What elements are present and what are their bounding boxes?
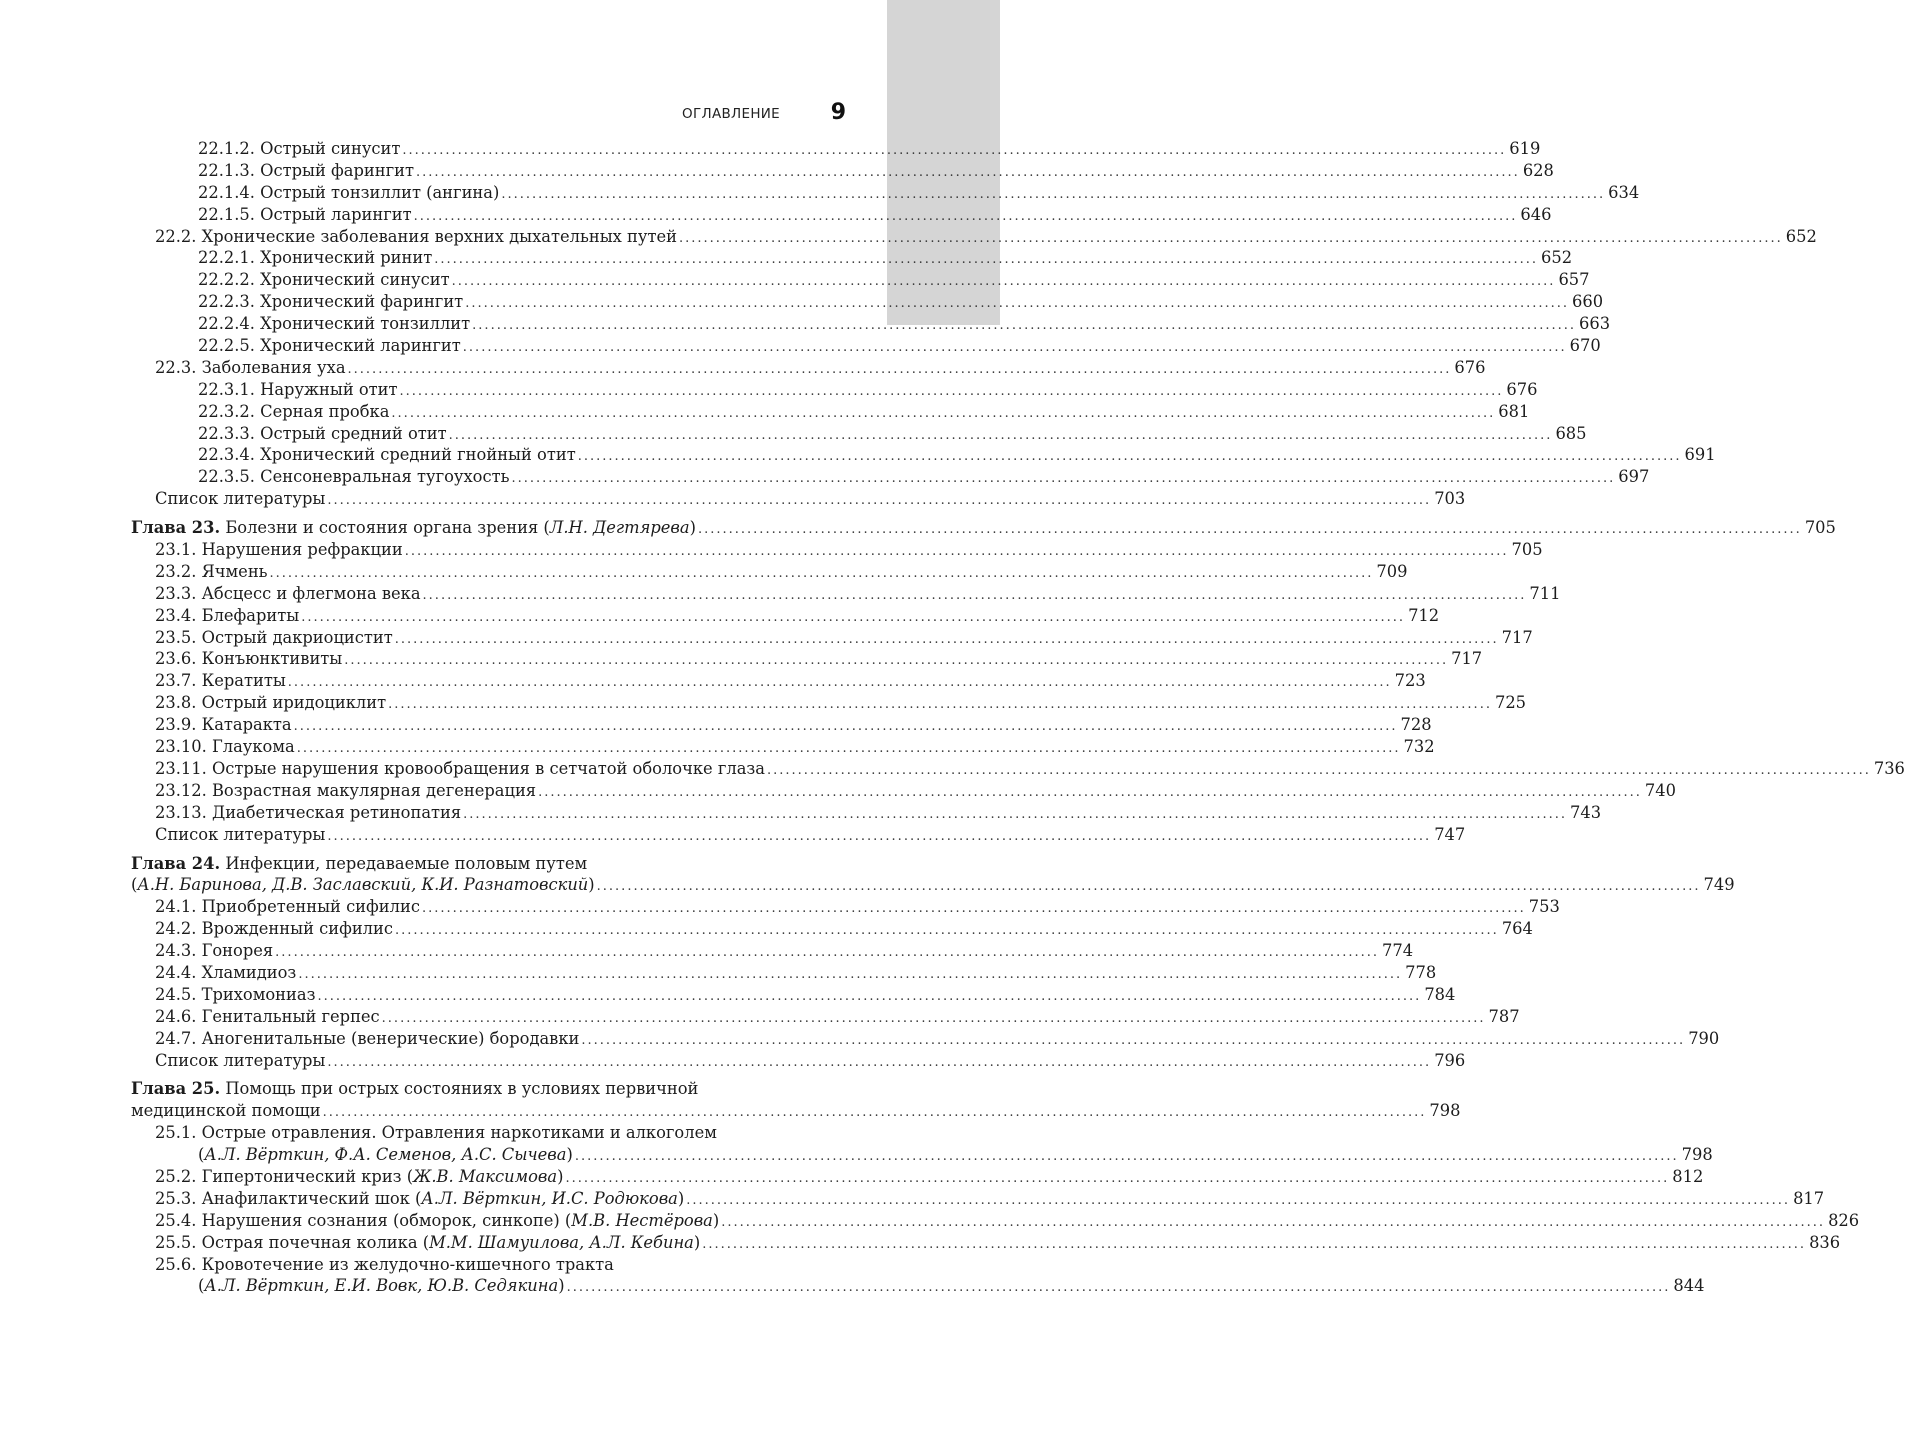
toc-entry[interactable] <box>131 291 1604 313</box>
dot-leader <box>395 920 1499 942</box>
toc-entry-page: 778 <box>1405 962 1437 982</box>
toc-entry-text: 25.2. Гипертонический криз ( <box>155 1166 414 1186</box>
toc-entry-title <box>155 824 325 846</box>
toc-entry-text: 23.12. Возрастная макулярная дегенерация <box>155 780 537 800</box>
toc-entry-title <box>198 160 414 182</box>
toc-entry-text: 22.1.2. Острый синусит <box>198 139 401 158</box>
toc-entry[interactable] <box>131 1100 1461 1122</box>
toc-entry-title <box>155 896 420 918</box>
toc-entry-text-end: ) <box>566 1145 573 1165</box>
toc-entry-title <box>155 627 393 649</box>
toc-entry-text-end: ) <box>677 1188 685 1208</box>
toc-entry-authors: А.Л. Вёрткин, Е.И. Вовк, Ю.В. Седякина <box>204 1276 559 1296</box>
toc-entry-title <box>198 466 509 488</box>
toc-entry[interactable] <box>131 627 1533 649</box>
toc-entry-page: 774 <box>1382 941 1414 961</box>
toc-entry-text-end: ) <box>693 1232 701 1252</box>
toc-entry-title <box>155 780 536 802</box>
toc-entry[interactable] <box>131 1275 1705 1297</box>
toc-entry-page: 691 <box>1684 445 1716 465</box>
toc-entry-title <box>198 401 389 423</box>
toc-entry-text: 22.2.4. Хронический тонзиллит <box>198 314 471 334</box>
dot-leader <box>382 1008 1486 1030</box>
chapter-label: Глава 23. <box>131 518 221 538</box>
toc-entry-title <box>155 962 296 984</box>
toc-entry-title <box>155 648 342 670</box>
toc-entry-text: 24.6. Генитальный герпес <box>155 1006 380 1026</box>
dot-leader <box>567 1277 1671 1299</box>
toc-entry-page: 798 <box>1681 1145 1713 1165</box>
dot-leader <box>400 381 1504 403</box>
toc-entry[interactable] <box>131 714 1432 736</box>
toc-entry-title <box>155 1050 325 1072</box>
toc-entry[interactable] <box>131 984 1456 1006</box>
toc-entry[interactable] <box>131 357 1486 379</box>
toc-entry-page: 836 <box>1809 1232 1841 1252</box>
toc-entry-title <box>198 1275 565 1297</box>
toc-entry[interactable] <box>131 940 1414 962</box>
toc-entry-title <box>198 291 463 313</box>
toc-entry[interactable] <box>131 488 1466 510</box>
toc-entry-title <box>198 138 400 160</box>
dot-leader <box>463 337 1567 359</box>
toc-entry[interactable] <box>131 583 1561 605</box>
dot-leader <box>597 876 1701 898</box>
toc-entry-title <box>155 692 386 714</box>
toc-entry-text: 22.2.2. Хронический синусит <box>198 270 450 290</box>
toc-entry-title <box>155 539 403 561</box>
dot-leader <box>298 964 1402 986</box>
toc-entry-page: 798 <box>1429 1101 1461 1121</box>
dot-leader <box>686 1190 1790 1212</box>
toc-entry-text: 24.3. Гонорея <box>155 941 274 961</box>
toc-entry-title <box>131 517 696 539</box>
dot-leader <box>578 446 1682 468</box>
page-number: 9 <box>830 100 846 125</box>
toc-entry-page: 619 <box>1509 139 1541 158</box>
toc-entry-title <box>198 313 470 335</box>
toc-entry-page: 657 <box>1558 270 1590 290</box>
dot-leader <box>575 1146 1679 1168</box>
toc-entry-title <box>131 874 595 896</box>
toc-entry-title <box>155 1006 380 1028</box>
toc-entry-page: 749 <box>1703 875 1735 895</box>
toc-entry-text: 22.2.5. Хронический ларингит <box>198 336 461 356</box>
toc-entry-page: 740 <box>1644 780 1676 800</box>
dot-leader <box>698 519 1802 541</box>
toc-entry-title <box>198 379 398 401</box>
toc-entry-text: 23.8. Острый иридоциклит <box>155 693 387 713</box>
toc-entry-page: 784 <box>1424 984 1456 1004</box>
dot-leader <box>323 1102 1427 1124</box>
dot-leader <box>416 162 1520 184</box>
toc-entry-text: 24.5. Трихомониаз <box>155 984 316 1004</box>
toc-entry-page: 652 <box>1541 248 1573 268</box>
toc-entry-title <box>155 561 268 583</box>
dot-leader <box>501 184 1605 206</box>
toc-entry[interactable] <box>131 962 1437 984</box>
dot-leader <box>767 760 1871 782</box>
toc-entry-title <box>155 488 325 510</box>
toc-entry-text: Список литературы <box>155 489 326 509</box>
chapter-label: Глава 25. <box>131 1079 221 1099</box>
toc-entry-title <box>155 1210 719 1232</box>
toc-entry[interactable] <box>131 1028 1720 1050</box>
toc-entry-page: 723 <box>1394 671 1426 691</box>
toc-entry-text: 23.3. Абсцесс и флегмона века <box>155 583 421 603</box>
toc-entry-title <box>198 1144 573 1166</box>
toc-entry[interactable] <box>131 896 1560 918</box>
toc-entry[interactable] <box>131 605 1440 627</box>
toc-entry-title <box>155 1166 563 1188</box>
toc-entry-page: 628 <box>1522 160 1554 180</box>
toc-entry[interactable] <box>131 444 1716 466</box>
toc-entry-text: 25.3. Анафилактический шок ( <box>155 1188 422 1208</box>
toc-entry-page: 728 <box>1400 715 1432 735</box>
toc-entry-text: Болезни и состояния органа зрения ( <box>220 518 550 538</box>
toc-entry-page: 717 <box>1501 627 1533 647</box>
toc-entry-text-end: ) <box>588 875 595 895</box>
toc-entry-page: 646 <box>1520 204 1552 224</box>
toc-entry-title <box>155 357 346 379</box>
toc-entry[interactable] <box>131 247 1573 269</box>
toc-entry-page: 705 <box>1804 518 1836 538</box>
dot-leader <box>434 249 1538 271</box>
toc-entry-page: 732 <box>1403 737 1435 757</box>
toc-entry-text: 22.2. Хронические заболевания верхних дыхательных путей <box>155 226 677 246</box>
toc-entry-text: 23.11. Острые нарушения кровообращения в сетчатой оболочке глаза <box>155 758 766 778</box>
toc-entry-title <box>198 182 499 204</box>
toc-entry[interactable] <box>131 204 1552 226</box>
toc-entry-title <box>155 1254 614 1276</box>
toc-entry-title <box>155 940 273 962</box>
toc-entry-title <box>155 1188 684 1210</box>
toc-entry-page: 736 <box>1873 758 1905 778</box>
chapter-label: Глава 24. <box>131 853 221 873</box>
dot-leader <box>402 140 1506 162</box>
toc-entry-authors: М.В. Нестёрова <box>571 1210 713 1230</box>
toc-entry-text: 22.3.3. Острый средний отит <box>198 423 447 443</box>
toc-entry-page: 817 <box>1793 1188 1825 1208</box>
toc-entry-page: 764 <box>1501 919 1533 939</box>
toc-entry[interactable] <box>131 313 1611 335</box>
toc-entry[interactable] <box>131 736 1435 758</box>
toc-entry-text: ( <box>198 1145 205 1165</box>
dot-leader <box>317 986 1421 1008</box>
toc-entry-text: 22.1.4. Острый тонзиллит (ангина) <box>198 182 500 202</box>
toc-entry[interactable] <box>131 1078 846 1100</box>
toc-entry-text: 23.2. Ячмень <box>155 561 268 581</box>
toc-entry[interactable] <box>131 918 1533 940</box>
toc-entry-text: 25.1. Острые отравления. Отравления наркотиками и алкоголем <box>155 1123 717 1143</box>
running-header <box>0 100 846 132</box>
toc-entry[interactable] <box>131 1188 1825 1210</box>
toc-entry[interactable] <box>131 138 1541 160</box>
dot-leader <box>538 782 1642 804</box>
dot-leader <box>423 585 1527 607</box>
toc-entry-text: 24.2. Врожденный сифилис <box>155 919 393 939</box>
toc-entry-title <box>131 1100 321 1122</box>
toc-entry-title <box>155 918 393 940</box>
dot-leader <box>297 738 1401 760</box>
toc-entry[interactable] <box>131 670 1426 692</box>
toc-entry-title <box>155 583 421 605</box>
toc-entry[interactable] <box>131 1210 1860 1232</box>
toc-entry-page: 670 <box>1569 336 1601 356</box>
toc-entry-text: Инфекции, передаваемые половым путем <box>220 853 588 873</box>
toc-entry[interactable] <box>131 517 1836 539</box>
toc-entry-text: 22.3. Заболевания уха <box>155 357 346 377</box>
toc-entry-text: 24.7. Аногенитальные (венерические) бородавки <box>155 1028 580 1048</box>
toc-entry[interactable] <box>131 824 1466 846</box>
toc-entry-title <box>155 802 461 824</box>
toc-entry-text: 23.1. Нарушения рефракции <box>155 540 403 560</box>
dot-leader <box>463 804 1567 826</box>
toc-entry-page: 685 <box>1555 423 1587 443</box>
toc-entry[interactable] <box>131 874 1735 896</box>
dot-leader <box>721 1212 1825 1234</box>
toc-entry-text: 22.3.4. Хронический средний гнойный отит <box>198 445 576 465</box>
toc-entry-text: 22.1.5. Острый ларингит <box>198 204 412 224</box>
toc-entry-page: 676 <box>1454 357 1486 377</box>
toc-entry-text: 22.3.1. Наружный отит <box>198 379 398 399</box>
toc-entry-authors: Л.Н. Дегтярева <box>549 518 690 538</box>
toc-entry-authors: А.Н. Баринова, Д.В. Заславский, К.И. Разнатовский <box>137 875 589 895</box>
toc-entry-title <box>198 269 450 291</box>
toc-entry-page: 634 <box>1608 182 1640 202</box>
toc-entry-page: 844 <box>1673 1276 1705 1296</box>
toc-entry-page: 812 <box>1672 1166 1704 1186</box>
toc-entry[interactable] <box>131 692 1527 714</box>
toc-entry-page: 705 <box>1511 540 1543 560</box>
dot-leader <box>391 403 1495 425</box>
toc-entry-text: 23.4. Блефариты <box>155 605 300 625</box>
toc-entry-text: Список литературы <box>155 824 326 844</box>
toc-entry-title <box>131 853 587 875</box>
toc-entry-title <box>155 714 292 736</box>
toc-entry-page: 681 <box>1498 401 1530 421</box>
toc-entry-page: 787 <box>1488 1006 1520 1026</box>
dot-leader <box>270 563 1374 585</box>
dot-leader <box>288 672 1392 694</box>
dot-leader <box>414 206 1518 228</box>
toc-entry-text: 23.9. Катаракта <box>155 715 292 735</box>
toc-entry[interactable] <box>131 1144 1713 1166</box>
toc-entry-page: 660 <box>1572 292 1604 312</box>
dot-leader <box>395 629 1499 651</box>
toc-entry[interactable] <box>131 561 1408 583</box>
dot-leader <box>511 468 1615 490</box>
dot-leader <box>422 898 1526 920</box>
toc-entry-text: 22.1.3. Острый фарингит <box>198 160 414 180</box>
toc-entry-page: 826 <box>1828 1210 1860 1230</box>
table-of-contents <box>131 138 1905 1297</box>
toc-entry-title <box>155 226 677 248</box>
toc-entry-text: медицинской помощи <box>131 1101 321 1121</box>
dot-leader <box>275 942 1379 964</box>
toc-entry[interactable] <box>131 1050 1466 1072</box>
toc-entry-page: 697 <box>1618 467 1650 487</box>
toc-entry-page: 790 <box>1688 1028 1720 1048</box>
toc-entry-title <box>198 444 576 466</box>
toc-entry-page: 711 <box>1529 583 1561 603</box>
toc-entry-title <box>155 670 286 692</box>
toc-entry-text: Список литературы <box>155 1050 326 1070</box>
toc-entry-page: 743 <box>1569 802 1602 822</box>
toc-entry-text: 22.3.5. Сенсоневральная тугоухость <box>198 467 510 487</box>
toc-entry[interactable] <box>131 401 1530 423</box>
toc-entry-title <box>155 736 295 758</box>
toc-entry-text-end: ) <box>557 1166 564 1186</box>
toc-entry-text: 22.2.3. Хронический фарингит <box>198 292 464 312</box>
toc-entry-text-end: ) <box>689 518 696 538</box>
toc-entry-page: 663 <box>1579 314 1611 334</box>
toc-entry-title <box>155 1122 717 1144</box>
toc-entry[interactable] <box>131 1122 846 1144</box>
toc-entry-page: 709 <box>1376 561 1408 581</box>
dot-leader <box>405 541 1509 563</box>
dot-leader <box>344 650 1448 672</box>
toc-entry-text: 23.13. Диабетическая ретинопатия <box>155 802 462 822</box>
running-header-title: ОГЛАВЛЕНИЕ <box>682 106 780 122</box>
toc-entry-authors: М.М. Шамуилова, А.Л. Кебина <box>429 1232 694 1252</box>
dot-leader <box>679 228 1783 250</box>
toc-entry[interactable] <box>131 1166 1704 1188</box>
dot-leader <box>472 315 1576 337</box>
dot-leader <box>294 716 1398 738</box>
dot-leader <box>565 1168 1669 1190</box>
toc-entry-text: 25.5. Острая почечная колика ( <box>155 1232 430 1252</box>
toc-entry[interactable] <box>131 802 1602 824</box>
toc-entry-title <box>155 1028 579 1050</box>
toc-entry[interactable] <box>131 160 1554 182</box>
toc-entry-title <box>155 984 315 1006</box>
toc-entry-authors: А.Л. Вёрткин, И.С. Родюкова <box>421 1188 678 1208</box>
toc-entry-title <box>198 247 432 269</box>
toc-entry-page: 676 <box>1506 379 1538 399</box>
toc-entry[interactable] <box>131 648 1483 670</box>
toc-entry[interactable] <box>131 182 1640 204</box>
dot-leader <box>327 826 1431 848</box>
toc-entry-page: 747 <box>1434 824 1466 844</box>
toc-entry-text-end: ) <box>558 1276 565 1296</box>
toc-entry[interactable] <box>131 758 1905 780</box>
toc-entry-title <box>155 605 299 627</box>
toc-entry-text: Помощь при острых состояниях в условиях первичной <box>220 1079 699 1099</box>
dot-leader <box>327 490 1431 512</box>
toc-entry[interactable] <box>131 1232 1841 1254</box>
toc-entry[interactable] <box>131 539 1543 561</box>
toc-entry[interactable] <box>131 466 1650 488</box>
toc-entry-text: 24.1. Приобретенный сифилис <box>155 897 420 917</box>
toc-entry-title <box>155 758 765 780</box>
toc-entry-authors: А.Л. Вёрткин, Ф.А. Семенов, А.С. Сычева <box>204 1145 567 1165</box>
toc-entry[interactable] <box>131 853 846 875</box>
dot-leader <box>388 694 1492 716</box>
toc-entry[interactable] <box>131 335 1601 357</box>
toc-entry-title <box>131 1078 698 1100</box>
toc-entry-text: 24.4. Хламидиоз <box>155 962 297 982</box>
toc-entry-page: 753 <box>1528 897 1560 917</box>
toc-entry[interactable] <box>131 1006 1520 1028</box>
toc-entry-text: 25.6. Кровотечение из желудочно-кишечного тракта <box>155 1254 614 1274</box>
toc-entry-text: 22.3.2. Серная пробка <box>198 401 390 421</box>
toc-entry[interactable] <box>131 269 1590 291</box>
dot-leader <box>452 271 1556 293</box>
toc-entry-text: 25.4. Нарушения сознания (обморок, синкопе) ( <box>155 1210 572 1230</box>
dot-leader <box>449 425 1553 447</box>
toc-entry[interactable] <box>131 379 1538 401</box>
toc-entry-text: 23.6. Конъюнктивиты <box>155 649 343 669</box>
toc-entry-text: ( <box>131 875 138 895</box>
toc-entry-text-end: ) <box>712 1210 720 1230</box>
toc-entry-page: 712 <box>1408 605 1440 625</box>
toc-entry[interactable] <box>131 226 1817 248</box>
dot-leader <box>301 607 1405 629</box>
toc-entry[interactable] <box>131 780 1676 802</box>
dot-leader <box>702 1234 1806 1256</box>
dot-leader <box>465 293 1569 315</box>
toc-entry-text: 23.10. Глаукома <box>155 737 295 757</box>
toc-entry-page: 725 <box>1494 693 1527 713</box>
toc-entry-text: 23.7. Кератиты <box>155 671 286 691</box>
dot-leader <box>348 359 1452 381</box>
toc-entry-page: 703 <box>1434 489 1466 509</box>
toc-entry-text: 23.5. Острый дакриоцистит <box>155 627 393 647</box>
dot-leader <box>327 1052 1431 1074</box>
toc-entry-title <box>198 335 461 357</box>
toc-entry-page: 652 <box>1785 226 1817 246</box>
dot-leader <box>581 1030 1685 1052</box>
toc-entry-title <box>155 1232 700 1254</box>
toc-entry-page: 796 <box>1434 1050 1466 1070</box>
toc-entry-text: 22.2.1. Хронический ринит <box>198 248 433 268</box>
toc-entry-page: 717 <box>1451 649 1483 669</box>
toc-entry-text: ( <box>198 1276 205 1296</box>
toc-entry-authors: Ж.В. Максимова <box>413 1166 558 1186</box>
toc-entry-title <box>198 423 447 445</box>
toc-entry[interactable] <box>131 423 1587 445</box>
toc-entry-title <box>198 204 412 226</box>
toc-entry[interactable] <box>131 1254 846 1276</box>
